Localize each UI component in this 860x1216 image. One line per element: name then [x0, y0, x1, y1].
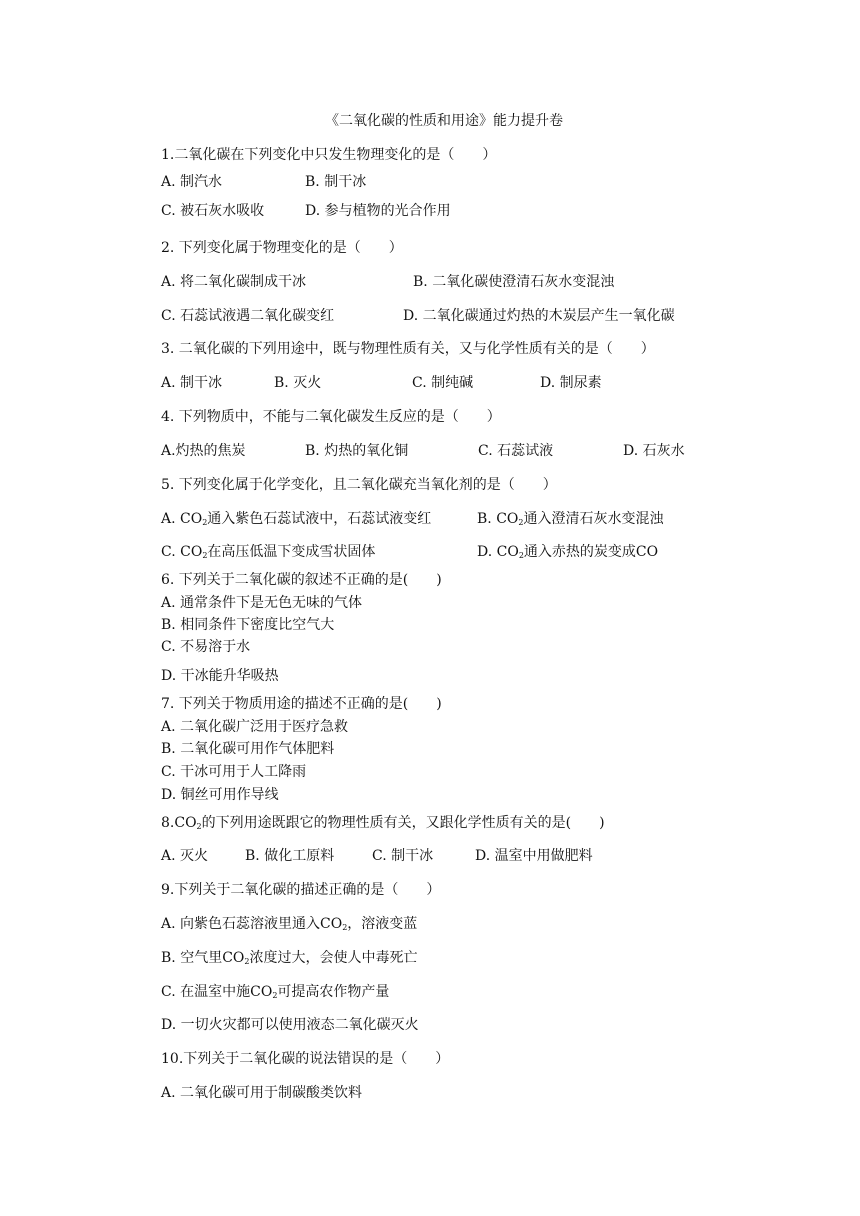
question-7-option-d: D. 铜丝可用作导线 [161, 787, 279, 803]
question-1-option-c: C. 被石灰水吸收 [161, 203, 265, 219]
question-8-option-b: B. 做化工原料 [245, 848, 335, 864]
question-7-stem: 7. 下列关于物质用途的描述不正确的是( ) [161, 696, 442, 712]
question-2-option-c: C. 石蕊试液遇二氧化碳变红 [161, 308, 335, 324]
question-4-stem: 4. 下列物质中，不能与二氧化碳发生反应的是（ ） [161, 409, 501, 425]
question-1-option-b: B. 制干冰 [305, 174, 367, 190]
question-1-option-d: D. 参与植物的光合作用 [305, 203, 451, 219]
question-8-option-a: A. 灭火 [161, 848, 209, 864]
question-1-stem: 1.二氧化碳在下列变化中只发生物理变化的是（ ） [161, 147, 497, 163]
question-4-option-a: A.灼热的焦炭 [161, 443, 246, 459]
question-10-option-a: A. 二氧化碳可用于制碳酸类饮料 [161, 1085, 363, 1101]
question-9-option-d: D. 一切火灾都可以使用液态二氧化碳灭火 [161, 1017, 419, 1033]
question-6-option-d: D. 干冰能升华吸热 [161, 668, 279, 684]
question-8-option-c: C. 制干冰 [372, 848, 434, 864]
question-4-option-c: C. 石蕊试液 [478, 443, 554, 459]
question-3-option-a: A. 制干冰 [161, 375, 223, 391]
question-8-stem: $8.CO_2$的下列用途既跟它的物理性质有关，又跟化学性质有关的是( ) [161, 815, 605, 831]
question-7-option-b: B. 二氧化碳可用作气体肥料 [161, 741, 335, 757]
question-6-option-b: B. 相同条件下密度比空气大 [161, 617, 335, 633]
question-10-stem: 10.下列关于二氧化碳的说法错误的是（ ） [161, 1051, 450, 1067]
question-9-stem: 9.下列关于二氧化碳的描述正确的是（ ） [161, 882, 441, 898]
question-3-stem: 3. 二氧化碳的下列用途中，既与物理性质有关，又与化学性质有关的是（ ） [161, 341, 655, 357]
question-9-option-b: B. 空气里$CO_2$浓度过大，会使人中毒死亡 [161, 950, 418, 966]
page-title: 《二氧化碳的性质和用途》能力提升卷 [325, 113, 563, 129]
question-1-option-a: A. 制汽水 [161, 174, 223, 190]
question-4-option-d: D. 石灰水 [623, 443, 685, 459]
question-5-option-c: C. $CO_2$在高压低温下变成雪状固体 [161, 544, 376, 560]
question-3-option-c: C. 制纯碱 [412, 375, 474, 391]
question-8-option-d: D. 温室中用做肥料 [475, 848, 593, 864]
question-5-stem: 5. 下列变化属于化学变化，且二氧化碳充当氧化剂的是（ ） [161, 477, 557, 493]
question-3-option-d: D. 制尿素 [540, 375, 602, 391]
question-2-option-a: A. 将二氧化碳制成干冰 [161, 274, 307, 290]
question-9-option-a: A. 向紫色石蕊溶液里通入$CO_2$，溶液变蓝 [161, 916, 418, 932]
question-5-option-d: D. $CO_2$通入赤热的炭变成CO [477, 544, 659, 560]
question-6-option-c: C. 不易溶于水 [161, 639, 251, 655]
question-5-option-a: A. $CO_2$通入紫色石蕊试液中，石蕊试液变红 [161, 511, 432, 527]
question-6-stem: 6. 下列关于二氧化碳的叙述不正确的是( ) [161, 572, 442, 588]
question-9-option-c: C. 在温室中施$CO_2$可提高农作物产量 [161, 984, 390, 1000]
question-2-option-d: D. 二氧化碳通过灼热的木炭层产生一氧化碳 [403, 308, 675, 324]
question-4-option-b: B. 灼热的氧化铜 [305, 443, 409, 459]
question-2-stem: 2. 下列变化属于物理变化的是（ ） [161, 240, 403, 256]
question-7-option-c: C. 干冰可用于人工降雨 [161, 764, 307, 780]
question-2-option-b: B. 二氧化碳使澄清石灰水变混浊 [413, 274, 615, 290]
question-5-option-b: B. $CO_2$通入澄清石灰水变混浊 [477, 511, 664, 527]
question-3-option-b: B. 灭火 [274, 375, 322, 391]
question-7-option-a: A. 二氧化碳广泛用于医疗急救 [161, 719, 349, 735]
question-6-option-a: A. 通常条件下是无色无味的气体 [161, 595, 363, 611]
